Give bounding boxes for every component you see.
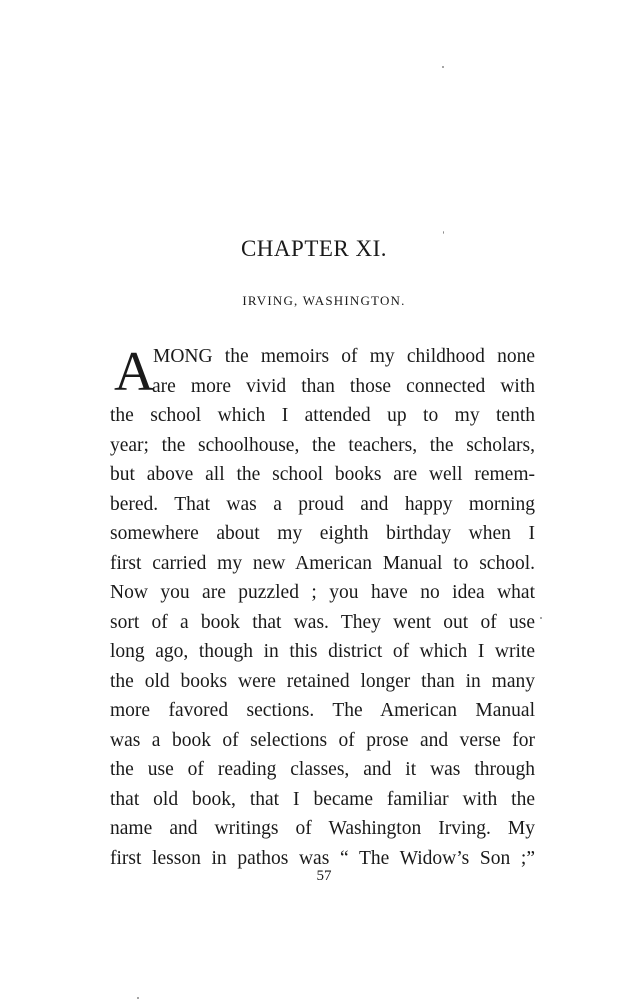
- text-line: long ago, though in this district of which I write: [110, 641, 535, 662]
- text-line: the school which I attended up to my tenth: [110, 405, 535, 426]
- text-line: that old book, that I became familiar with the: [110, 788, 535, 810]
- text-line: the old books were retained longer than in many: [110, 670, 535, 692]
- chapter-subtitle: IRVING, WASHINGTON.: [242, 293, 406, 308]
- text-line: sort of a book that was. They went out of use: [110, 611, 535, 633]
- text-line: the use of reading classes, and it was through: [110, 759, 535, 780]
- text-line: are more vivid than those connected with: [152, 375, 535, 397]
- text-line: but above all the school books are well remem-: [110, 464, 535, 485]
- page-number: 57: [316, 868, 332, 884]
- scan-speck: [443, 231, 444, 234]
- text-line: year; the schoolhouse, the teachers, the scholars,: [110, 434, 535, 456]
- drop-cap: A: [114, 341, 155, 403]
- scan-speck: [540, 617, 542, 619]
- text-line: name and writings of Washington Irving. My: [110, 818, 535, 839]
- text-line: more favored sections. The American Manual: [110, 700, 535, 721]
- text-line: first carried my new American Manual to school.: [110, 552, 535, 574]
- text-line: first lesson in pathos was “ The Widow’s Son ;”: [110, 847, 535, 869]
- scan-speck: [137, 997, 139, 999]
- text-line: MONG the memoirs of my childhood none: [153, 346, 535, 367]
- text-line: bered. That was a proud and happy morning: [110, 493, 535, 515]
- body-text: [110, 342, 535, 873]
- text-line: was a book of selections of prose and verse for: [110, 729, 535, 751]
- text-line: Now you are puzzled ; you have no idea what: [110, 582, 535, 603]
- chapter-title: CHAPTER XI.: [240, 236, 388, 261]
- text-line: somewhere about my eighth birthday when I: [110, 523, 535, 544]
- scan-speck: [442, 66, 444, 68]
